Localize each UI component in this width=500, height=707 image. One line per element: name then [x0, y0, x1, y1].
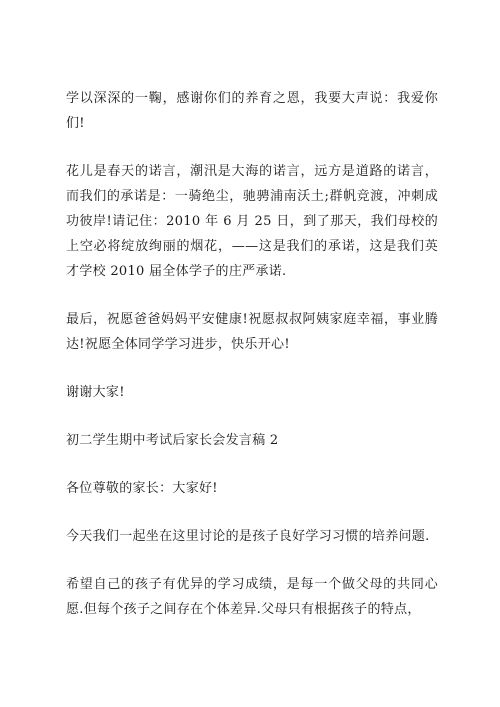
paragraph-greeting: 各位尊敬的家长：大家好!	[66, 481, 218, 496]
paragraph-thanks: 谢谢大家!	[66, 385, 125, 400]
paragraph-topic: 今天我们一起坐在这里讨论的是孩子良好学习习惯的培养问题.	[66, 529, 430, 544]
paragraph-promise: 花儿是春天的诺言，潮汛是大海的诺言，远方是道路的诺言，而我们的承诺是：一骑绝尘，驰骋浦南沃土;群帆竞渡，冲刺成功彼岸!请记住：2010 年 6 月 25 日，到了那天，我们母校的上空必将绽放绚丽的烟花，——这是我们的承诺，这是我们英才学校 2010 届全体学子的庄严承诺.	[66, 164, 438, 279]
section-title: 初二学生期中考试后家长会发言稿 2	[66, 433, 279, 448]
paragraph-gratitude: 学以深深的一鞠，感谢你们的养育之恩，我要大声说：我爱你们!	[66, 91, 438, 131]
paragraph-wishes: 最后，祝愿爸爸妈妈平安健康!祝愿叔叔阿姨家庭幸福，事业腾达!祝愿全体同学学习进步，快乐开心!	[66, 312, 438, 352]
document-page	[66, 86, 438, 622]
paragraph-expectation: 希望自己的孩子有优异的学习成绩，是每一个做父母的共同心愿.但每个孩子之间存在个体差异.父母只有根据孩子的特点，	[66, 577, 438, 617]
